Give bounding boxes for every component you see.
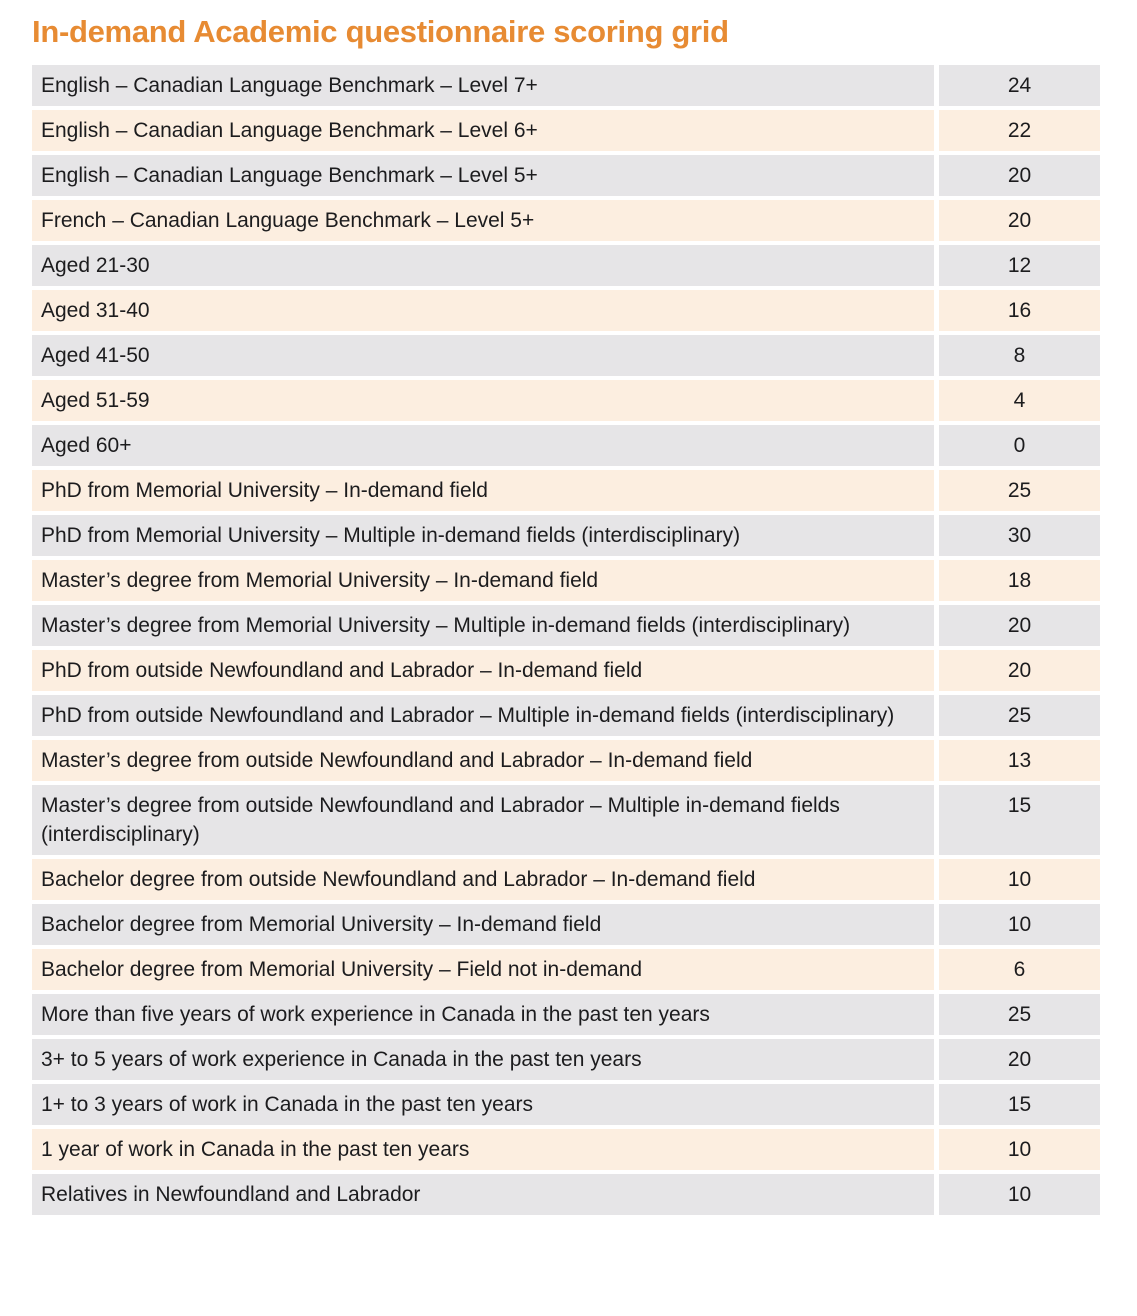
score-cell: 16	[939, 290, 1100, 331]
criterion-cell: Bachelor degree from Memorial University – Field not in-demand	[32, 949, 934, 990]
score-cell: 20	[939, 155, 1100, 196]
table-row	[32, 425, 1100, 466]
criterion-cell: French – Canadian Language Benchmark – Level 5+	[32, 200, 934, 241]
criterion-cell: Aged 51-59	[32, 380, 934, 421]
table-row	[32, 605, 1100, 646]
score-cell: 12	[939, 245, 1100, 286]
table-row	[32, 155, 1100, 196]
criterion-cell: 1+ to 3 years of work in Canada in the past ten years	[32, 1084, 934, 1125]
criterion-cell: Bachelor degree from outside Newfoundland and Labrador – In-demand field	[32, 859, 934, 900]
criterion-cell: Aged 41-50	[32, 335, 934, 376]
score-cell: 24	[939, 65, 1100, 106]
score-cell: 25	[939, 695, 1100, 736]
criterion-cell: More than five years of work experience in Canada in the past ten years	[32, 994, 934, 1035]
table-row	[32, 1039, 1100, 1080]
table-row	[32, 200, 1100, 241]
page-title: In-demand Academic questionnaire scoring grid	[32, 14, 729, 49]
table-row	[32, 740, 1100, 781]
table-row	[32, 245, 1100, 286]
criterion-cell: Master’s degree from Memorial University – In-demand field	[32, 560, 934, 601]
score-cell: 25	[939, 470, 1100, 511]
criterion-cell: English – Canadian Language Benchmark – Level 5+	[32, 155, 934, 196]
score-cell: 30	[939, 515, 1100, 556]
table-row	[32, 785, 1100, 855]
table-row	[32, 904, 1100, 945]
score-cell: 10	[939, 904, 1100, 945]
score-cell: 20	[939, 650, 1100, 691]
criterion-cell: Master’s degree from outside Newfoundland and Labrador – In-demand field	[32, 740, 934, 781]
table-row	[32, 110, 1100, 151]
criterion-cell: PhD from Memorial University – Multiple in-demand fields (interdisciplinary)	[32, 515, 934, 556]
table-row	[32, 695, 1100, 736]
criterion-cell: PhD from outside Newfoundland and Labrador – Multiple in-demand fields (interdisciplinary)	[32, 695, 934, 736]
criterion-cell: Aged 21-30	[32, 245, 934, 286]
score-cell: 20	[939, 605, 1100, 646]
table-row	[32, 949, 1100, 990]
score-cell: 25	[939, 994, 1100, 1035]
score-cell: 22	[939, 110, 1100, 151]
score-cell: 20	[939, 1039, 1100, 1080]
score-cell: 13	[939, 740, 1100, 781]
table-row	[32, 470, 1100, 511]
table-row	[32, 65, 1100, 106]
criterion-cell: 1 year of work in Canada in the past ten years	[32, 1129, 934, 1170]
criterion-cell: PhD from outside Newfoundland and Labrador – In-demand field	[32, 650, 934, 691]
criterion-cell: Aged 60+	[32, 425, 934, 466]
score-cell: 0	[939, 425, 1100, 466]
criterion-cell: Master’s degree from Memorial University – Multiple in-demand fields (interdisciplinary)	[32, 605, 934, 646]
score-cell: 20	[939, 200, 1100, 241]
table-row	[32, 290, 1100, 331]
table-row	[32, 1129, 1100, 1170]
criterion-cell: Relatives in Newfoundland and Labrador	[32, 1174, 934, 1215]
table-row	[32, 515, 1100, 556]
criterion-cell: English – Canadian Language Benchmark – Level 6+	[32, 110, 934, 151]
table-row	[32, 1174, 1100, 1215]
criterion-cell: Bachelor degree from Memorial University – In-demand field	[32, 904, 934, 945]
criterion-cell: Master’s degree from outside Newfoundland and Labrador – Multiple in-demand fields (interdisciplinary)	[32, 785, 934, 855]
criterion-cell: 3+ to 5 years of work experience in Canada in the past ten years	[32, 1039, 934, 1080]
table-row	[32, 650, 1100, 691]
score-cell: 18	[939, 560, 1100, 601]
criterion-cell: PhD from Memorial University – In-demand field	[32, 470, 934, 511]
table-row	[32, 380, 1100, 421]
score-cell: 10	[939, 859, 1100, 900]
table-row	[32, 1084, 1100, 1125]
score-cell: 6	[939, 949, 1100, 990]
criterion-cell: Aged 31-40	[32, 290, 934, 331]
score-cell: 15	[939, 785, 1100, 855]
criterion-cell: English – Canadian Language Benchmark – Level 7+	[32, 65, 934, 106]
table-row	[32, 994, 1100, 1035]
score-cell: 8	[939, 335, 1100, 376]
score-cell: 15	[939, 1084, 1100, 1125]
score-cell: 10	[939, 1174, 1100, 1215]
table-row	[32, 560, 1100, 601]
score-cell: 10	[939, 1129, 1100, 1170]
scoring-table	[32, 65, 1100, 1215]
score-cell: 4	[939, 380, 1100, 421]
table-row	[32, 859, 1100, 900]
table-row	[32, 335, 1100, 376]
